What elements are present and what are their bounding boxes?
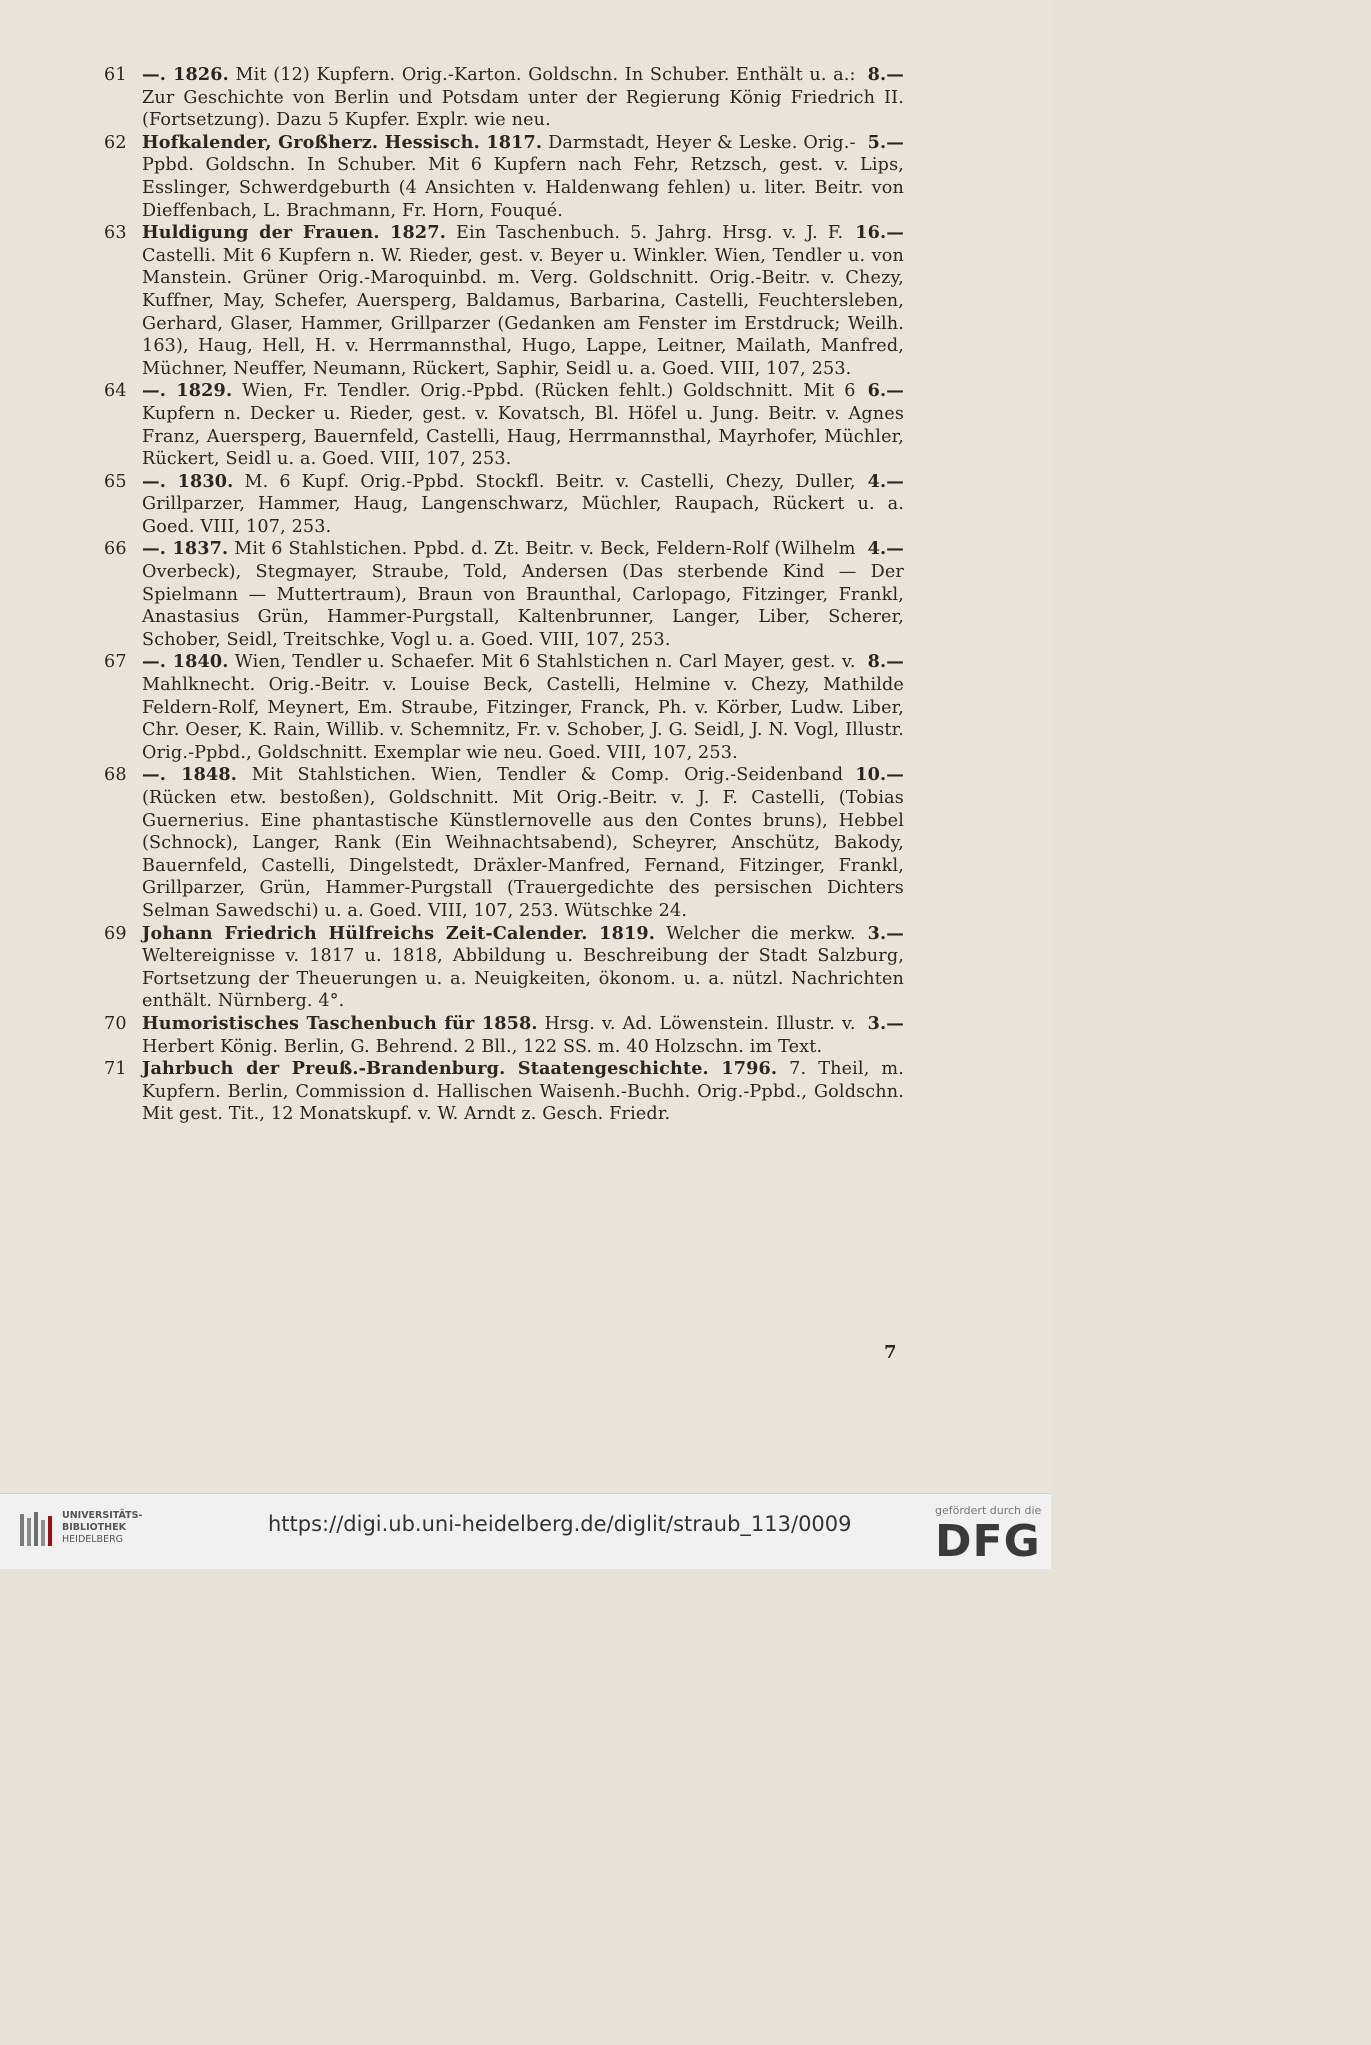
entry-text: Welcher die merkw. Weltereignisse v. 1817 u. 1818, Abbildung u. Beschreibung der Stadt Salzburg, Fortsetzung der Theuerungen u. a. Neuigkeiten, ökonom. u. a. nützl. Nachrichten enthält. Nürnberg. 4°.	[142, 923, 904, 1012]
entry-heading: Jahrbuch der Preuß.-Brandenburg. Staatengeschichte. 1796.	[142, 1058, 778, 1080]
entry-number: 66	[104, 539, 127, 560]
entry-price: 6.—	[867, 380, 904, 402]
entry-text: Mit Stahlstichen. Wien, Tendler & Comp. Orig.-Seidenband (Rücken etw. bestoßen), Goldschnitt. Mit Orig.-Beitr. v. J. F. Castelli, (Tobias Guernerius. Eine phantastische Künstlernovelle aus den Contes bruns), Hebbel (Schnock), Langer, Rank (Ein Weihnachtsabend), Scheyrer, Anschütz, Bakody, Bauernfeld, Castelli, Dingelstedt, Dräxler-Manfred, Fernand, Fitzinger, Frankl, Grillparzer, Grün, Hammer-Purgstall (Trauergedichte des persischen Dichters Selman Sawedschi) u. a. Goed. VIII, 107, 253. Wütschke 24.	[142, 765, 904, 921]
entry-number: 69	[104, 923, 127, 944]
entry-number: 70	[104, 1013, 127, 1034]
entry-text: Ein Taschenbuch. 5. Jahrg. Hrsg. v. J. F. Castelli. Mit 6 Kupfern n. W. Rieder, gest. v. Beyer u. Winkler. Wien, Tendler u. von Manstein. Grüner Orig.-Maroquinbd. m. Verg. Goldschnitt. Orig.-Beitr. v. Chezy, Kuffner, May, Schefer, Auersperg, Baldamus, Barbarina, Castelli, Feuchtersleben, Gerhard, Glaser, Hammer, Grillparzer (Gedanken am Fenster im Erstdruck; Weilh. 163), Haug, Hell, H. v. Herrmannsthal, Hugo, Lappe, Leitner, Mailath, Manfred, Müchner, Neuffer, Neumann, Rückert, Saphir, Seidl u. a. Goed. VIII, 107, 253.	[142, 223, 904, 379]
entry-number: 68	[104, 765, 127, 786]
catalog-entry	[104, 222, 904, 380]
catalog-entry	[104, 651, 904, 764]
entry-number: 63	[104, 223, 127, 244]
entry-heading: —. 1830.	[142, 470, 234, 492]
entry-heading: —. 1837.	[142, 538, 229, 560]
entry-price: 5.—	[867, 131, 904, 153]
entry-text: M. 6 Kupf. Orig.-Ppbd. Stockfl. Beitr. v. Castelli, Chezy, Duller, Grillparzer, Hammer, Haug, Langenschwarz, Müchler, Raupach, Rückert u. a. Goed. VIII, 107, 253.	[142, 471, 904, 537]
entry-heading: Hofkalender, Großherz. Hessisch. 1817.	[142, 131, 543, 153]
catalog-entry	[104, 1013, 904, 1058]
dfg-logo: DFG	[935, 1516, 1041, 1567]
viewer-footer	[0, 1493, 1051, 1569]
entry-price: 4.—	[867, 470, 904, 492]
entry-price: 16.—	[855, 222, 904, 244]
catalog-entry	[104, 64, 904, 132]
catalog-entry	[104, 538, 904, 651]
entry-price: 10.—	[855, 764, 904, 786]
catalog-entry	[104, 764, 904, 922]
entry-text: Wien, Fr. Tendler. Orig.-Ppbd. (Rücken fehlt.) Goldschnitt. Mit 6 Kupfern n. Decker u. Rieder, gest. v. Kovatsch, Bl. Höfel u. Jung. Beitr. v. Agnes Franz, Auersperg, Bauernfeld, Castelli, Haug, Herrmannsthal, Mayrhofer, Müchler, Rückert, Seidl u. a. Goed. VIII, 107, 253.	[142, 381, 904, 470]
entry-price: 8.—	[867, 64, 904, 85]
entry-number: 61	[104, 65, 127, 85]
entry-heading: —. 1826.	[142, 64, 229, 85]
entry-heading: —. 1848.	[142, 764, 238, 786]
entry-price: 8.—	[867, 651, 904, 673]
entry-price: 3.—	[867, 1012, 904, 1034]
entry-number: 65	[104, 471, 127, 492]
library-logo-text: UNIVERSITÄTS- BIBLIOTHEK HEIDELBERG	[62, 1510, 143, 1545]
entry-text: Mit (12) Kupfern. Orig.-Karton. Goldschn. In Schuber. Enthält u. a.: Zur Geschichte von Berlin und Potsdam unter der Regierung König Friedrich II. (Fortsetzung). Dazu 5 Kupfer. Explr. wie neu.	[142, 65, 904, 131]
catalog-entry	[104, 923, 904, 1013]
entry-heading: —. 1829.	[142, 380, 233, 402]
entry-price: 4.—	[867, 538, 904, 560]
catalog-entry	[104, 471, 904, 539]
entry-text: Darmstadt, Heyer & Leske. Orig.-Ppbd. Goldschn. In Schuber. Mit 6 Kupfern nach Fehr, Retzsch, gest. v. Lips, Esslinger, Schwerdgeburth (4 Ansichten v. Haldenwang fehlen) u. liter. Beitr. von Dieffenbach, L. Brachmann, Fr. Horn, Fouqué.	[142, 132, 904, 221]
page-number: 7	[884, 1342, 897, 1363]
entry-text: Mit 6 Stahlstichen. Ppbd. d. Zt. Beitr. v. Beck, Feldern-Rolf (Wilhelm Overbeck), Stegmayer, Straube, Told, Andersen (Das sterbende Kind — Der Spielmann — Muttertraum), Braun von Braunthal, Carlopago, Fitzinger, Frankl, Anastasius Grün, Hammer-Purgstall, Kaltenbrunner, Langer, Liber, Scherer, Schober, Seidl, Treitschke, Vogl u. a. Goed. VIII, 107, 253.	[142, 539, 904, 650]
entry-heading: —. 1840.	[142, 651, 229, 673]
catalog-entries	[104, 64, 904, 1126]
entry-heading: Johann Friedrich Hülfreichs Zeit-Calender. 1819.	[142, 922, 656, 944]
entry-text: Hrsg. v. Ad. Löwenstein. Illustr. v. Herbert König. Berlin, G. Behrend. 2 Bll., 122 SS. m. 40 Holzschn. im Text.	[142, 1013, 856, 1057]
entry-number: 71	[104, 1059, 127, 1080]
catalog-entry	[104, 132, 904, 222]
university-seal-icon	[18, 1510, 54, 1550]
entry-text: Wien, Tendler u. Schaefer. Mit 6 Stahlstichen n. Carl Mayer, gest. v. Mahlknecht. Orig.-Beitr. v. Louise Beck, Castelli, Helmine v. Chezy, Mathilde Feldern-Rolf, Meynert, Em. Straube, Fitzinger, Franck, Ph. v. Körber, Ludw. Liber, Chr. Oeser, K. Rain, Willib. v. Schemnitz, Fr. v. Schober, J. G. Seidl, J. N. Vogl, Illustr. Orig.-Ppbd., Goldschnitt. Exemplar wie neu. Goed. VIII, 107, 253.	[142, 652, 904, 763]
catalog-entry	[104, 1058, 904, 1126]
funding-label: gefördert durch die	[935, 1504, 1042, 1517]
entry-number: 67	[104, 652, 127, 673]
entry-number: 64	[104, 381, 127, 402]
entry-number: 62	[104, 132, 127, 153]
entry-heading: Huldigung der Frauen. 1827.	[142, 222, 446, 244]
entry-heading: Humoristisches Taschenbuch für 1858.	[142, 1012, 538, 1034]
catalog-entry	[104, 380, 904, 470]
entry-price: 3.—	[867, 922, 904, 944]
permalink-url[interactable]: https://digi.ub.uni-heidelberg.de/diglit/straub_113/0009	[268, 1512, 852, 1536]
entry-text: 7. Theil, m. Kupfern. Berlin, Commission d. Hallischen Waisenh.-Buchh. Orig.-Ppbd., Goldschn. Mit gest. Tit., 12 Monatskupf. v. W. Arndt z. Gesch. Friedr.	[142, 1059, 904, 1125]
